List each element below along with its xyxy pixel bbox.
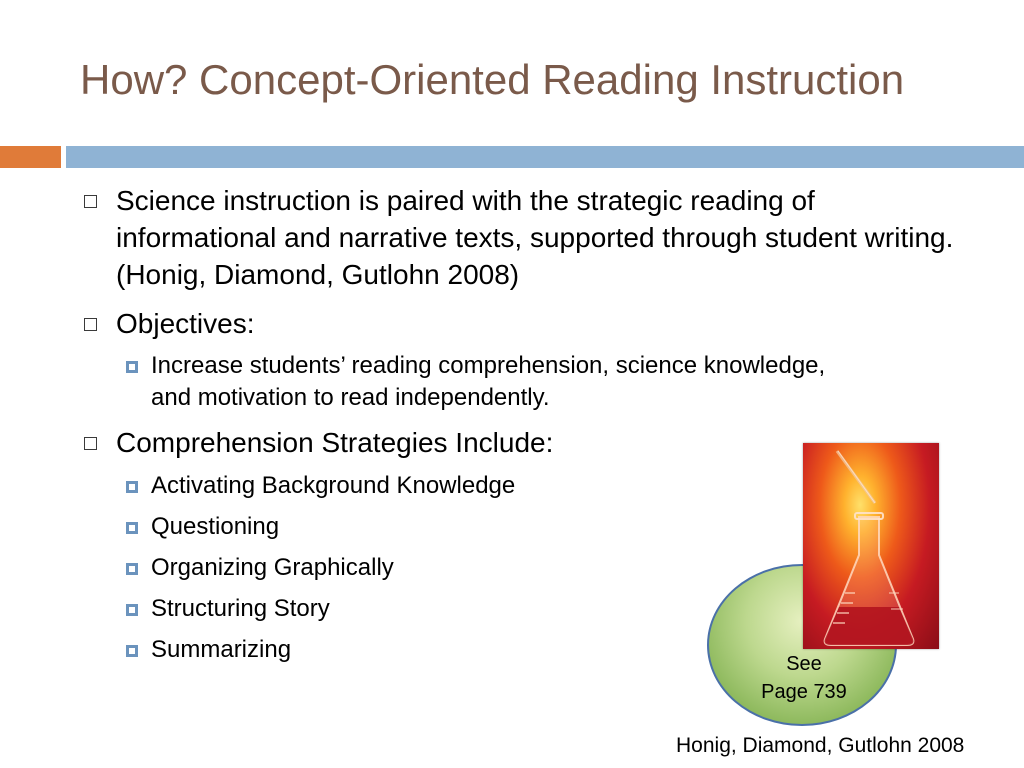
callout-text bbox=[740, 650, 868, 706]
flask-icon bbox=[803, 443, 939, 649]
sub-bullet-item: Questioning bbox=[151, 513, 280, 540]
source-citation: Honig, Diamond, Gutlohn 2008 bbox=[676, 734, 965, 757]
flask-photo bbox=[803, 443, 939, 649]
sub-bullet-item: Structuring Story bbox=[151, 595, 330, 622]
callout-line-page: Page 739 bbox=[761, 681, 847, 703]
filled-square-bullet-icon bbox=[126, 604, 138, 616]
slide-title: How? Concept-Oriented Reading Instruction bbox=[80, 56, 905, 103]
bullet-item: Comprehension Strategies Include: bbox=[116, 427, 554, 458]
bullet-item: Objectives: bbox=[116, 308, 255, 339]
filled-square-bullet-icon bbox=[126, 563, 138, 575]
hollow-square-bullet-icon bbox=[84, 195, 97, 208]
filled-square-bullet-icon bbox=[126, 522, 138, 534]
bullet-item: Science instruction is paired with the strategic reading of informational and narrative texts, supported through student writing. (Honig, Diamond, Gutlohn 2008) bbox=[116, 185, 954, 290]
filled-square-bullet-icon bbox=[126, 481, 138, 493]
filled-square-bullet-icon bbox=[126, 361, 138, 373]
callout-line-see: See bbox=[786, 653, 822, 675]
filled-square-bullet-icon bbox=[126, 645, 138, 657]
hollow-square-bullet-icon bbox=[84, 318, 97, 331]
sub-bullet-item: Summarizing bbox=[151, 636, 292, 663]
hollow-square-bullet-icon bbox=[84, 437, 97, 450]
sub-bullet-item: Organizing Graphically bbox=[151, 554, 394, 581]
sub-bullet-item: Activating Background Knowledge bbox=[151, 472, 516, 499]
sub-bullet-item: Increase students’ reading comprehension, science knowledge, and motivation to read independently. bbox=[151, 352, 826, 411]
